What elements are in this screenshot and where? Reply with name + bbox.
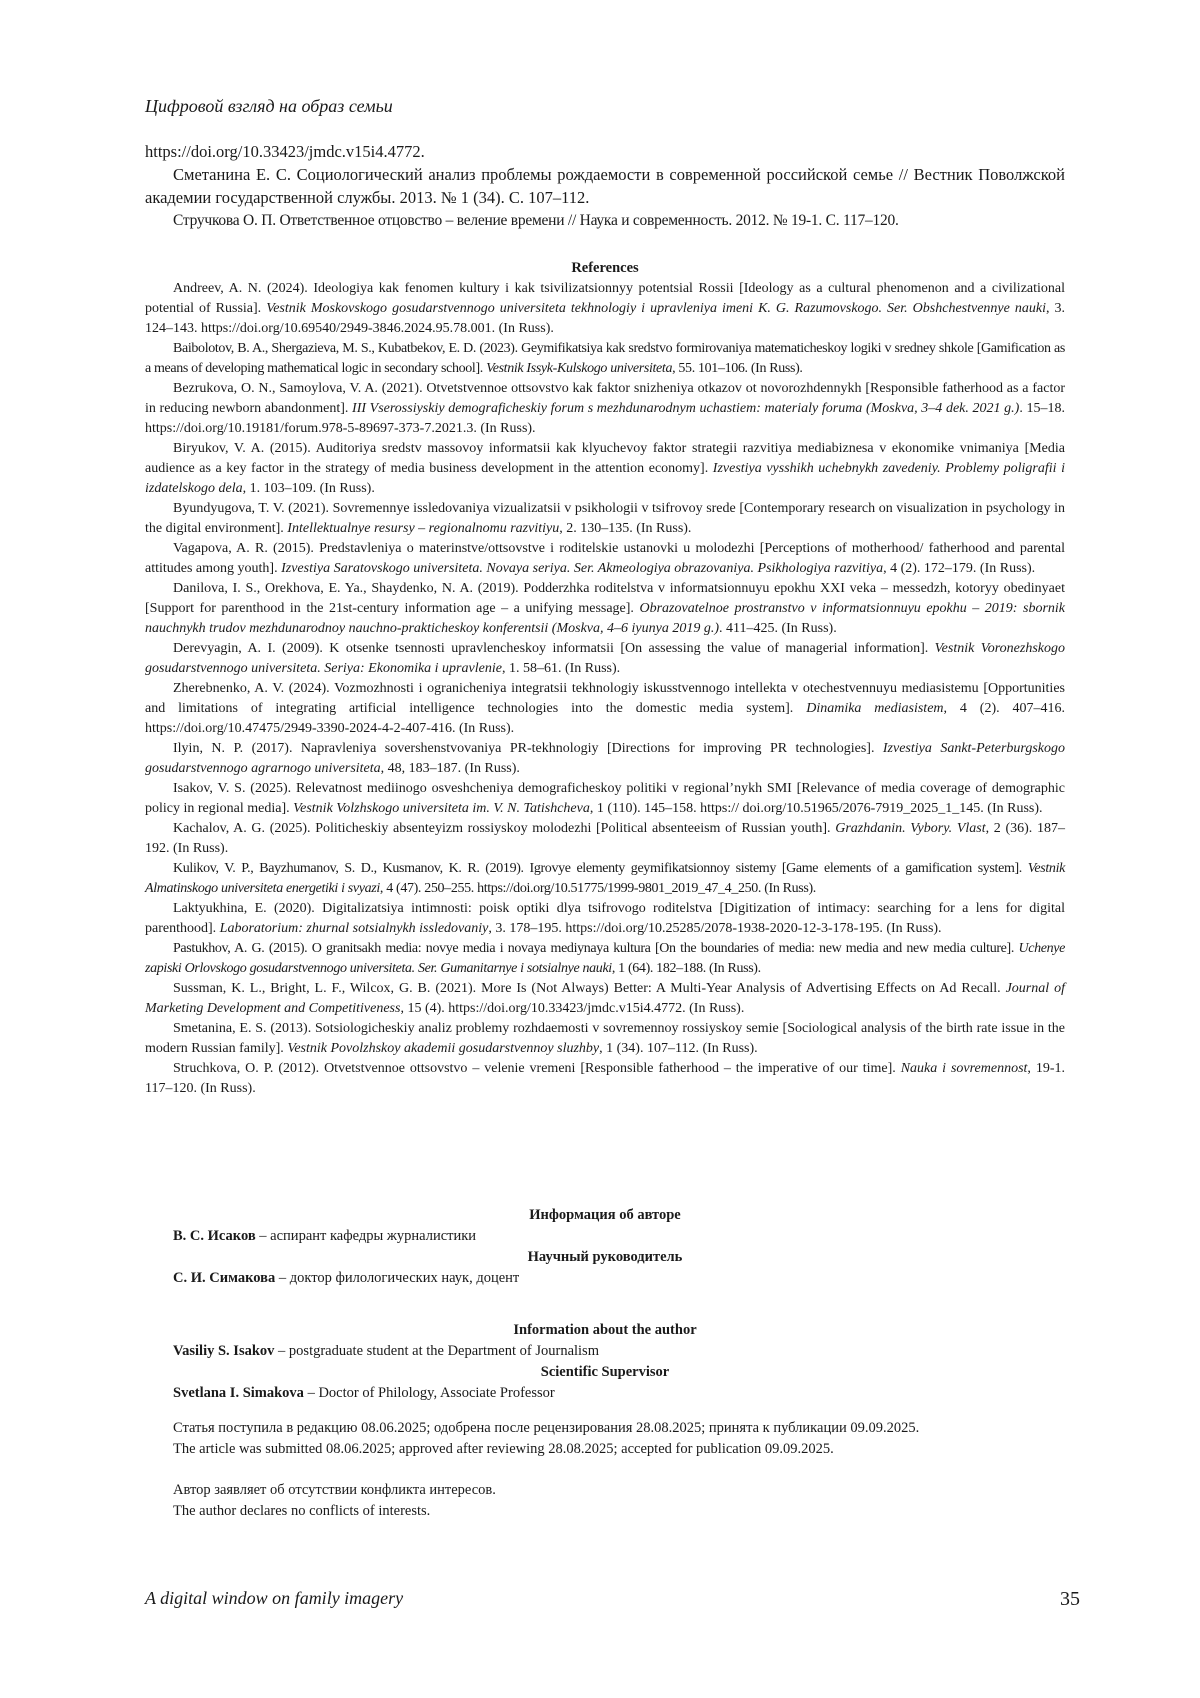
reference-text: Sussman, K. L., Bright, L. F., Wilcox, G. B. (2021). More Is (Not Always) Better: A Multi-Year Analysis of Advertising Effects on Ad Recall.: [173, 981, 1006, 996]
reference-item: [145, 939, 1065, 979]
reference-item: [145, 859, 1065, 899]
reference-item: [145, 1059, 1065, 1099]
author-desc: – postgraduate student at the Department of Journalism: [274, 1343, 599, 1359]
reference-text: Pastukhov, A. G. (2015). O granitsakh media: novye media i novaya mediynaya kultura [On the boundaries of media: new media and new media culture].: [173, 941, 1019, 956]
supervisor-desc: – доктор филологических наук, доцент: [275, 1270, 520, 1286]
reference-text: , 19-1. 117–120. (In Russ).: [145, 1061, 1065, 1096]
reference-source: Obrazovatelnoe prostranstvo v informatsionnuyu epokhu – 2019: sbornik nauchnykh trudov mezhdunarodnoy nauchno-prakticheskoy konferentsii (Moskva, 4–6 iyunya 2019 g.): [145, 601, 1066, 636]
reference-text: Biryukov, V. A. (2015). Auditoriya sredstv massovoy informatsii kak klyuchevoy faktor strategii razvitiya mediabiznesa v ekonomike vnimaniya [Media audience as a key factor in the strategy of media business development in the attention economy].: [145, 441, 1065, 476]
reference-source: Journal of Marketing Development and Competitiveness: [145, 981, 1065, 1016]
reference-text: , 3. 124–143. https://doi.org/10.69540/2949-3846.2024.95.78.001. (In Russ).: [145, 301, 1065, 336]
reference-source: Grazhdanin. Vybory. Vlast: [835, 821, 986, 836]
reference-text: Danilova, I. S., Orekhova, E. Ya., Shaydenko, N. A. (2019). Podderzhka roditelstva v informatsionnuyu epokhu XXI veka – messedzh, kotoryy obedinyaet [Support for parenthood in the 21st-century information age – a unifying message].: [145, 581, 1065, 616]
reference-text: , 3. 178–195. https://doi.org/10.25285/2078-1938-2020-12-3-178-195. (In Russ).: [488, 921, 942, 936]
reference-source: Izvestiya Sankt-Peterburgskogo gosudarstvennogo agrarnogo universiteta: [145, 741, 1065, 776]
references-list: [145, 279, 1065, 1099]
reference-source: Vestnik Almatinskogo universiteta energetiki i svyazi: [145, 861, 1065, 896]
reference-item: [145, 679, 1065, 739]
reference-text: , 4 (2). 407–416. https://doi.org/10.47475/2949-3390-2024-4-2-407-416. (In Russ).: [145, 701, 1065, 736]
reference-source: Nauka i sovremennost: [900, 1061, 1028, 1076]
reference-text: Byundyugova, T. V. (2021). Sovremennye issledovaniya vizualizatsii v psikhologii v tsifrovoy srede [Contemporary research on visualization in psychology in the digital environment].: [145, 501, 1065, 536]
reference-source: III Vserossiyskiy demograficheskiy forum s mezhdunarodnym uchastiem: materialy foruma (Moskva, 3–4 dek. 2021 g.): [352, 401, 1020, 416]
author-desc: – аспирант кафедры журналистики: [255, 1228, 477, 1244]
article-dates: [173, 1418, 1073, 1460]
supervisor-heading: Научный руководитель: [527, 1249, 683, 1265]
reference-source: Dinamika mediasistem: [806, 701, 944, 716]
bibliography-tail: [145, 140, 1065, 232]
reference-source: Izvestiya Saratovskogo universiteta. Novaya seriya. Ser. Akmeologiya obrazovaniya. Psikhologiya razvitiya: [281, 561, 884, 576]
reference-text: Kulikov, V. P., Bayzhumanov, S. D., Kusmanov, K. R. (2019). Igrovye elementy geymifikatsionnoy sistemy [Game elements of a gamification system].: [173, 861, 1028, 876]
reference-text: Struchkova, O. P. (2012). Otvetstvennoe ottsovstvo – velenie vremeni [Responsible fatherhood – the imperative of our time].: [173, 1061, 901, 1076]
reference-text: Bezrukova, O. N., Samoylova, V. A. (2021). Otvetstvennoe ottsovstvo kak faktor snizheniya otkazov ot novorozhdennykh [Responsible fatherhood as a factor in reducing newborn abandonment].: [145, 381, 1065, 416]
reference-text: , 15 (4). https://doi.org/10.33423/jmdc.v15i4.4772. (In Russ).: [400, 1001, 745, 1016]
dates-ru: Статья поступила в редакцию 08.06.2025; одобрена после рецензирования 28.08.2025; принята к публикации 09.09.2025.: [173, 1420, 920, 1436]
reference-text: Baibolotov, B. A., Shergazieva, M. S., Kubatbekov, E. D. (2023). Geymifikatsiya kak sredstvo formirovaniya matematicheskoy logiki v sredney shkole [Gamification as a means of developing mathematical logic in secondary school].: [145, 341, 1065, 376]
reference-item: [145, 539, 1065, 579]
reference-item: [145, 499, 1065, 539]
author-info-en: [145, 1320, 1065, 1404]
reference-item: [145, 979, 1065, 1019]
reference-text: , 1 (64). 182–188. (In Russ).: [611, 961, 761, 976]
reference-item: [145, 379, 1065, 439]
reference-source: Intellektualnye resursy – regionalnomu razvitiyu: [287, 521, 560, 536]
references-heading: References: [571, 260, 639, 276]
page-number: 35: [1060, 1588, 1080, 1610]
reference-item: [145, 439, 1065, 499]
reference-text: . 411–425. (In Russ).: [719, 621, 837, 636]
author-name: В. С. Исаков: [173, 1228, 256, 1244]
reference-item: [145, 739, 1065, 779]
references-section: [145, 258, 1065, 1099]
running-footer: A digital window on family imagery: [145, 1588, 404, 1608]
supervisor-name: Svetlana I. Simakova: [173, 1385, 304, 1401]
reference-text: Isakov, V. S. (2025). Relevatnost mediinogo osveshcheniya demograficheskoy politiki v regional’nykh SMI [Relevance of media coverage of demographic policy in regional media].: [145, 781, 1065, 816]
conflict-ru: Автор заявляет об отсутствии конфликта интересов.: [173, 1482, 496, 1498]
author-line: [173, 1226, 1065, 1247]
reference-text: , 55. 101–106. (In Russ).: [672, 361, 803, 376]
reference-item: [145, 899, 1065, 939]
bibliography-item: Сметанина Е. С. Социологический анализ проблемы рождаемости в современной российской семье // Вестник Поволжской академии государственной службы. 2013. № 1 (34). С. 107–112.: [145, 165, 1065, 207]
reference-text: , 2 (36). 187–192. (In Russ).: [145, 821, 1065, 856]
author-line: [173, 1341, 1065, 1362]
reference-text: Smetanina, E. S. (2013). Sotsiologicheskiy analiz problemy rozhdaemosti v sovremennoy rossiyskoy semie [Sociological analysis of the birth rate issue in the modern Russian family].: [145, 1021, 1065, 1056]
conflict-statement: [173, 1480, 1073, 1522]
supervisor-name: С. И. Симакова: [173, 1270, 276, 1286]
reference-source: Vestnik Volzhskogo universiteta im. V. N. Tatishcheva: [293, 801, 590, 816]
author-info-heading: Информация об авторе: [529, 1207, 681, 1223]
supervisor-line: [173, 1383, 1065, 1404]
reference-item: [145, 339, 1065, 379]
reference-text: Vagapova, A. R. (2015). Predstavleniya o materinstve/ottsovstve i roditelskie ustanovki u molodezhi [Perceptions of motherhood/ fatherhood and parental attitudes among youth].: [145, 541, 1065, 576]
reference-source: Vestnik Issyk-Kulskogo universiteta: [486, 361, 673, 376]
reference-text: , 4 (2). 172–179. (In Russ).: [883, 561, 1036, 576]
supervisor-line: [173, 1268, 1065, 1289]
reference-source: Vestnik Voronezhskogo gosudarstvennogo universiteta. Seriya: Ekonomika i upravlenie: [145, 641, 1065, 676]
supervisor-desc: – Doctor of Philology, Associate Professor: [303, 1385, 555, 1401]
reference-text: Derevyagin, A. I. (2009). K otsenke tsennosti upravlencheskoy informatsii [On assessing the value of managerial information].: [173, 641, 935, 656]
doi-line: https://doi.org/10.33423/jmdc.v15i4.4772.: [145, 142, 425, 161]
reference-item: [145, 819, 1065, 859]
supervisor-heading: Scientific Supervisor: [540, 1364, 670, 1380]
reference-text: Kachalov, A. G. (2025). Politicheskiy absenteyizm rossiyskoy molodezhi [Political absenteeism of Russian youth].: [173, 821, 836, 836]
reference-text: Laktyukhina, E. (2020). Digitalizatsiya intimnosti: poisk optiki dlya tsifrovogo roditelstva [Digitization of intimacy: searching for a lens for digital parenthood].: [145, 901, 1065, 936]
reference-item: [145, 579, 1065, 639]
author-info-heading: Information about the author: [513, 1322, 697, 1338]
reference-item: [145, 639, 1065, 679]
reference-text: Ilyin, N. P. (2017). Napravleniya sovershenstvovaniya PR-tekhnologiy [Directions for improving PR technologies].: [173, 741, 883, 756]
reference-text: , 2. 130–135. (In Russ).: [559, 521, 692, 536]
reference-text: , 1. 103–109. (In Russ).: [242, 481, 375, 496]
reference-text: . 15–18. https://doi.org/10.19181/forum.978-5-89697-373-7.2021.3. (In Russ).: [145, 401, 1065, 436]
author-name: Vasiliy S. Isakov: [173, 1343, 275, 1359]
reference-text: , 1 (110). 145–158. https:// doi.org/10.51965/2076-7919_2025_1_145. (In Russ).: [589, 801, 1043, 816]
reference-text: , 48, 183–187. (In Russ).: [380, 761, 520, 776]
reference-text: , 4 (47). 250–255. https://doi.org/10.51775/1999-9801_2019_47_4_250. (In Russ).: [379, 881, 816, 896]
reference-text: Zherebnenko, A. V. (2024). Vozmozhnosti i ogranicheniya integratsii tekhnologiy iskusstvennogo intellekta v otechestvennuyu mediasistemu [Opportunities and limitations of integrating artificial intelligence technologies into the domestic media system].: [145, 681, 1065, 716]
author-info-ru: [145, 1205, 1065, 1289]
reference-source: Izvestiya vysshikh uchebnykh zavedeniy. Problemy poligrafii i izdatelskogo dela: [145, 461, 1065, 496]
reference-item: [145, 779, 1065, 819]
reference-text: Andreev, A. N. (2024). Ideologiya kak fenomen kultury i kak tsivilizatsionnyy potentsial Rossii [Ideology as a cultural phenomenon and a civilizational potential of Russia].: [145, 281, 1065, 316]
reference-item: [145, 1019, 1065, 1059]
reference-source: Laboratorium: zhurnal sotsialnykh issledovaniy: [219, 921, 489, 936]
reference-source: Uchenye zapiski Orlovskogo gosudarstvennogo universiteta. Ser. Gumanitarnye i sotsialnye nauki: [145, 941, 1065, 976]
conflict-en: The author declares no conflicts of interests.: [173, 1503, 431, 1519]
bibliography-item: Стручкова О. П. Ответственное отцовство – веление времени // Наука и современность. 2012. № 19-1. С. 117–120.: [173, 212, 899, 229]
reference-source: Vestnik Moskovskogo gosudarstvennogo universiteta tekhnologiy i upravleniya imeni K. G. Razumovskogo. Ser. Obshchestvennye nauki: [266, 301, 1046, 316]
reference-text: , 1 (34). 107–112. (In Russ).: [599, 1041, 758, 1056]
dates-en: The article was submitted 08.06.2025; approved after reviewing 28.08.2025; accepted for publication 09.09.2025.: [173, 1441, 834, 1457]
reference-item: [145, 279, 1065, 339]
running-header: Цифровой взгляд на образ семьи: [145, 96, 393, 116]
reference-source: Vestnik Povolzhskoy akademii gosudarstvennoy sluzhby: [287, 1041, 600, 1056]
reference-text: , 1. 58–61. (In Russ).: [501, 661, 621, 676]
